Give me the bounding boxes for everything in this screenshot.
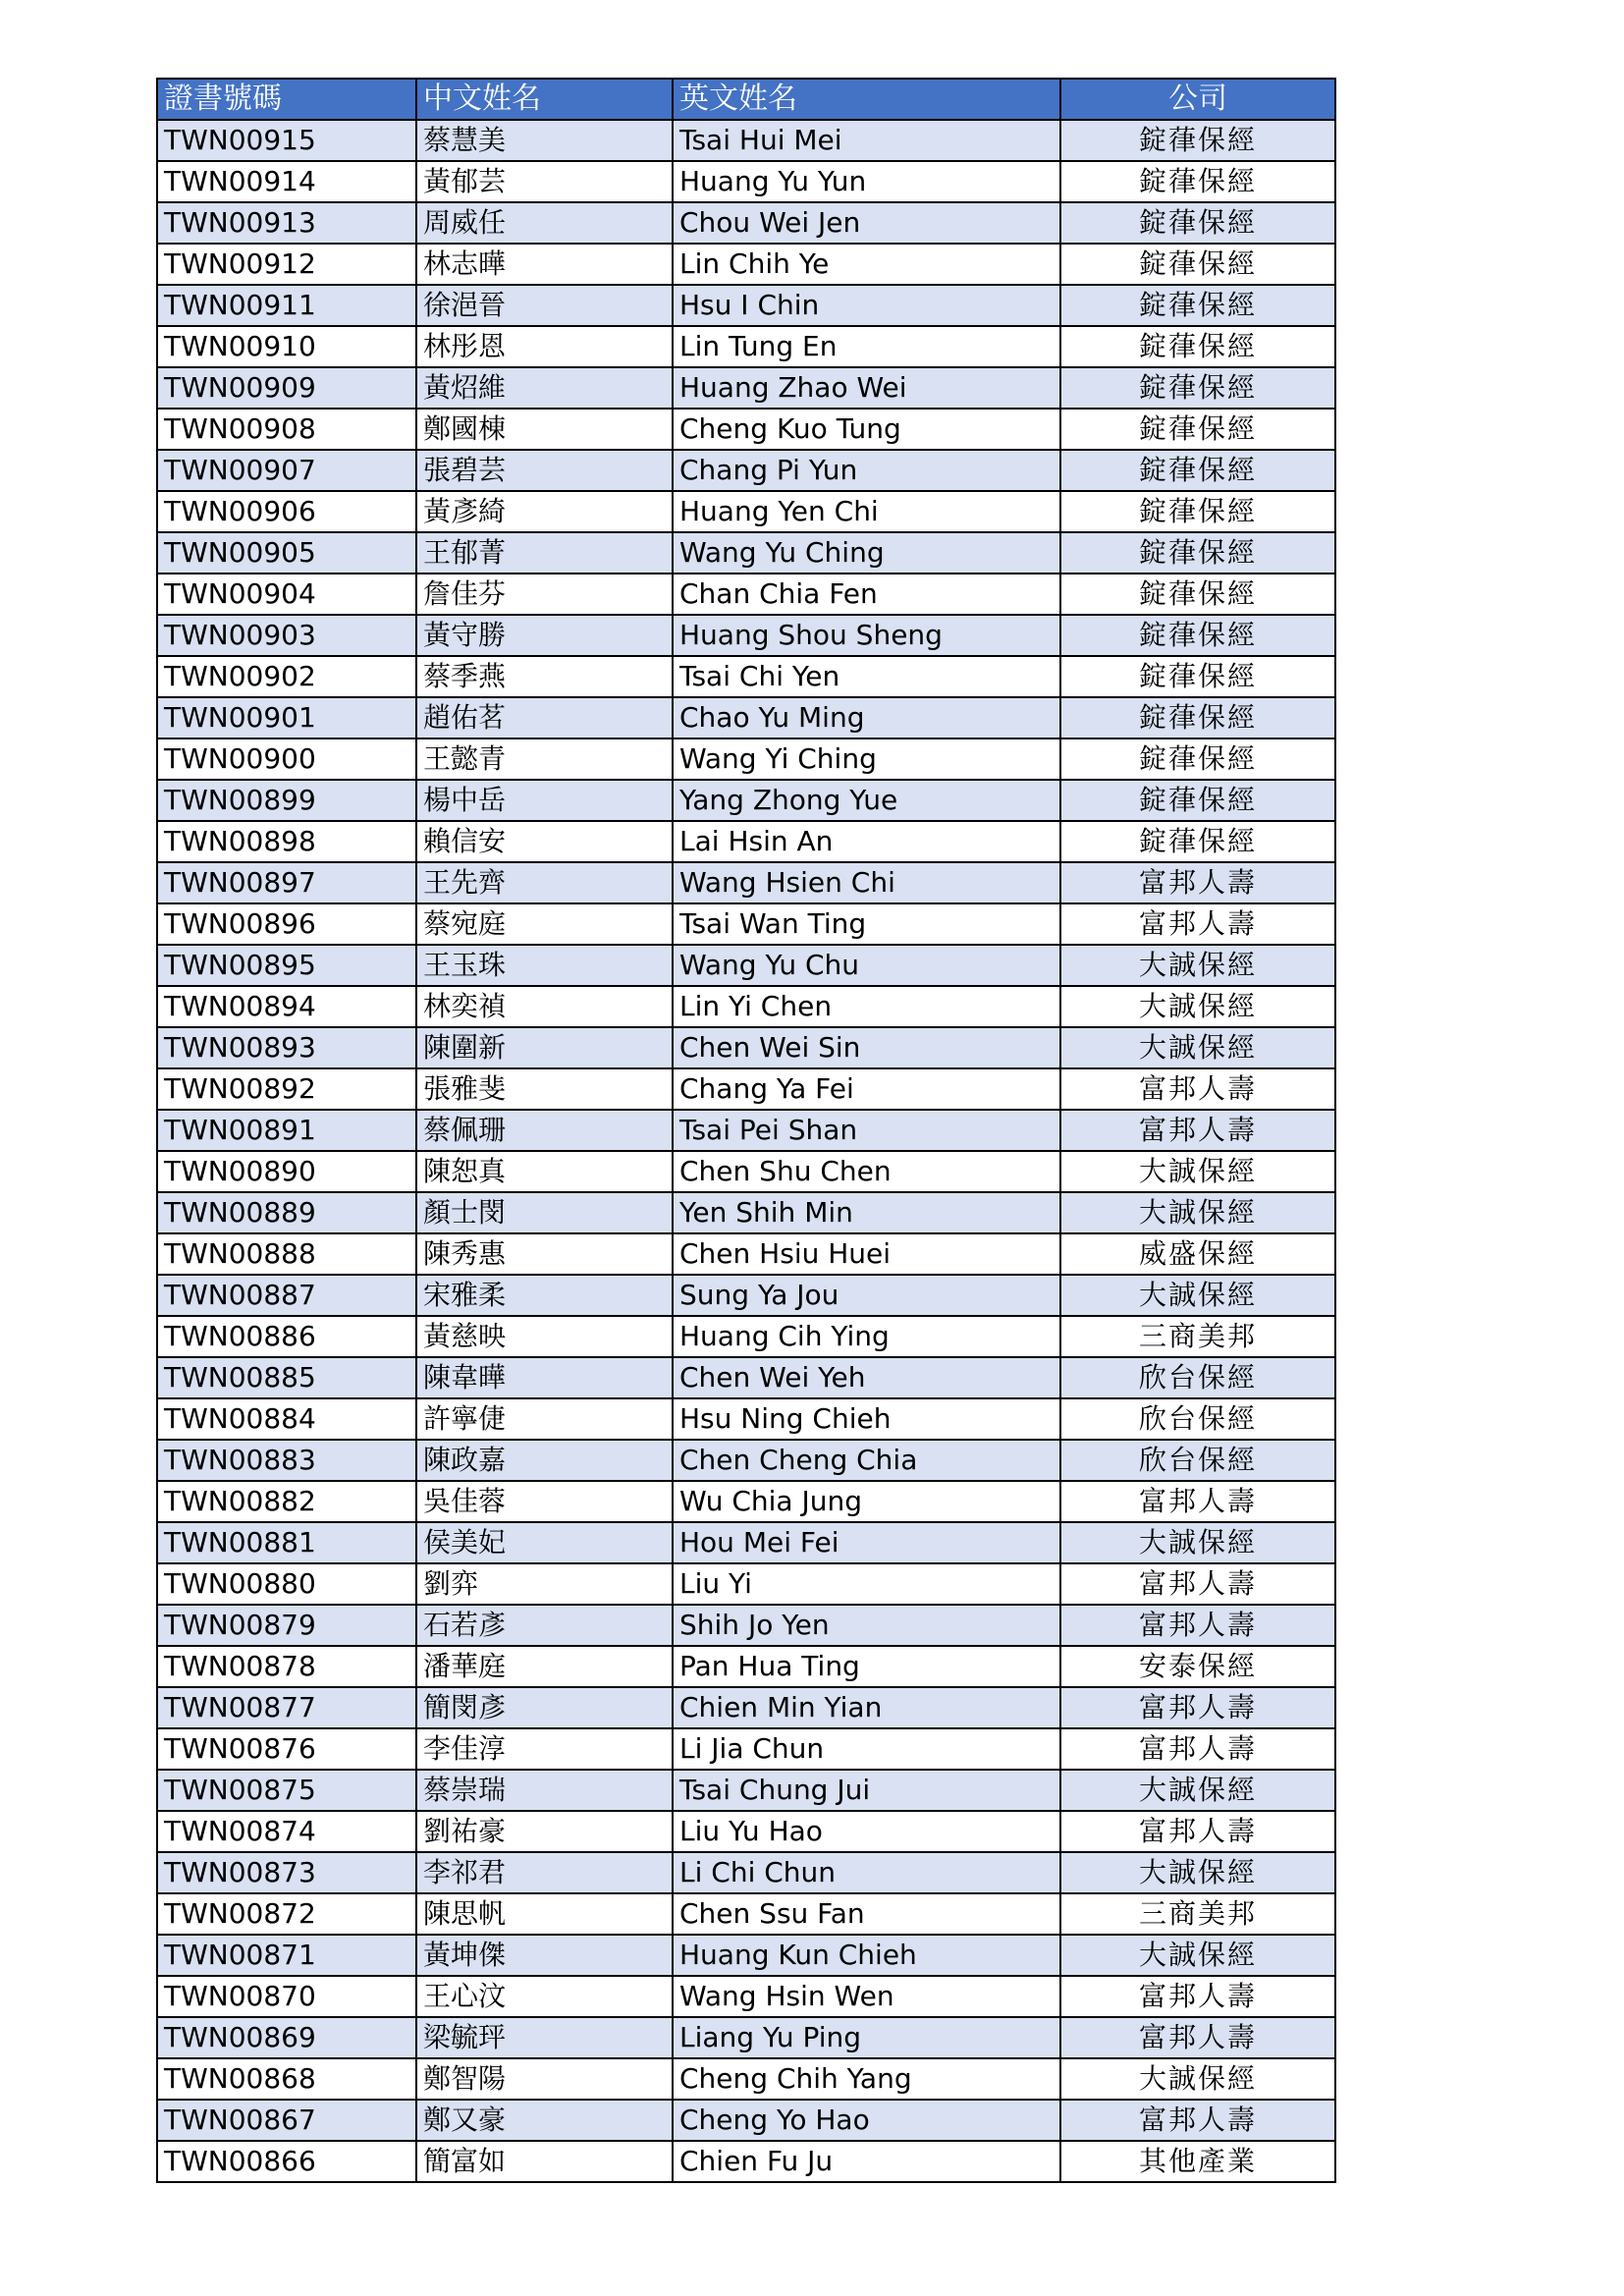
english-name-cell: Lin Yi Chen — [673, 986, 1060, 1027]
chinese-name-cell: 徐浥晉 — [416, 285, 673, 326]
table-row — [157, 1976, 1335, 2017]
chinese-name-cell: 王玉珠 — [416, 945, 673, 986]
certificate-number-cell: TWN00884 — [157, 1398, 416, 1440]
certificate-number-cell: TWN00893 — [157, 1027, 416, 1068]
chinese-name-cell: 鄭智陽 — [416, 2058, 673, 2100]
certificate-number-cell: TWN00868 — [157, 2058, 416, 2100]
company-cell: 富邦人壽 — [1060, 1110, 1335, 1151]
english-name-cell: Sung Ya Jou — [673, 1275, 1060, 1316]
table-row — [157, 1728, 1335, 1770]
chinese-name-cell: 趙佑茗 — [416, 697, 673, 738]
english-name-cell: Huang Kun Chieh — [673, 1935, 1060, 1976]
chinese-name-cell: 李佳淳 — [416, 1728, 673, 1770]
certificate-number-cell: TWN00899 — [157, 780, 416, 821]
company-cell: 錠葎保經 — [1060, 367, 1335, 409]
company-cell: 大誠保經 — [1060, 1151, 1335, 1192]
company-cell: 大誠保經 — [1060, 2058, 1335, 2100]
header-chinese-name: 中文姓名 — [416, 79, 673, 120]
company-cell: 錠葎保經 — [1060, 161, 1335, 202]
certificate-number-cell: TWN00880 — [157, 1563, 416, 1605]
certificate-number-cell: TWN00898 — [157, 821, 416, 862]
company-cell: 富邦人壽 — [1060, 862, 1335, 903]
table-row — [157, 1068, 1335, 1110]
chinese-name-cell: 陳圍新 — [416, 1027, 673, 1068]
company-cell: 錠葎保經 — [1060, 409, 1335, 450]
company-cell: 錠葎保經 — [1060, 821, 1335, 862]
chinese-name-cell: 蔡崇瑞 — [416, 1770, 673, 1811]
company-cell: 欣台保經 — [1060, 1440, 1335, 1481]
english-name-cell: Chen Shu Chen — [673, 1151, 1060, 1192]
table-row — [157, 656, 1335, 697]
certificate-number-cell: TWN00869 — [157, 2017, 416, 2058]
certificate-number-cell: TWN00874 — [157, 1811, 416, 1852]
certificate-number-cell: TWN00906 — [157, 491, 416, 532]
english-name-cell: Chen Wei Yeh — [673, 1357, 1060, 1398]
english-name-cell: Liu Yu Hao — [673, 1811, 1060, 1852]
certificate-number-cell: TWN00889 — [157, 1192, 416, 1233]
company-cell: 錠葎保經 — [1060, 780, 1335, 821]
certificate-number-cell: TWN00876 — [157, 1728, 416, 1770]
certificate-number-cell: TWN00866 — [157, 2141, 416, 2182]
table-row — [157, 2100, 1335, 2141]
certificate-number-cell: TWN00881 — [157, 1522, 416, 1563]
company-cell: 大誠保經 — [1060, 1770, 1335, 1811]
english-name-cell: Li Chi Chun — [673, 1852, 1060, 1893]
english-name-cell: Wang Yu Chu — [673, 945, 1060, 986]
company-cell: 欣台保經 — [1060, 1357, 1335, 1398]
chinese-name-cell: 顏士閔 — [416, 1192, 673, 1233]
company-cell: 大誠保經 — [1060, 945, 1335, 986]
header-company: 公司 — [1060, 79, 1335, 120]
english-name-cell: Cheng Yo Hao — [673, 2100, 1060, 2141]
certificate-number-cell: TWN00907 — [157, 450, 416, 491]
chinese-name-cell: 陳恕真 — [416, 1151, 673, 1192]
table-row — [157, 1811, 1335, 1852]
table-row — [157, 1151, 1335, 1192]
company-cell: 富邦人壽 — [1060, 2017, 1335, 2058]
company-cell: 錠葎保經 — [1060, 285, 1335, 326]
company-cell: 富邦人壽 — [1060, 903, 1335, 945]
chinese-name-cell: 周威任 — [416, 202, 673, 244]
company-cell: 大誠保經 — [1060, 1935, 1335, 1976]
english-name-cell: Lin Tung En — [673, 326, 1060, 367]
english-name-cell: Yang Zhong Yue — [673, 780, 1060, 821]
company-cell: 錠葎保經 — [1060, 574, 1335, 615]
chinese-name-cell: 林奕禎 — [416, 986, 673, 1027]
table-row — [157, 409, 1335, 450]
company-cell: 大誠保經 — [1060, 986, 1335, 1027]
chinese-name-cell: 詹佳芬 — [416, 574, 673, 615]
table-row — [157, 161, 1335, 202]
table-row — [157, 862, 1335, 903]
company-cell: 錠葎保經 — [1060, 697, 1335, 738]
table-row — [157, 1316, 1335, 1357]
english-name-cell: Lin Chih Ye — [673, 244, 1060, 285]
table-row — [157, 1687, 1335, 1728]
table-row — [157, 1852, 1335, 1893]
certificate-number-cell: TWN00915 — [157, 120, 416, 161]
certificate-number-cell: TWN00882 — [157, 1481, 416, 1522]
chinese-name-cell: 王先齊 — [416, 862, 673, 903]
english-name-cell: Chien Fu Ju — [673, 2141, 1060, 2182]
table-row — [157, 574, 1335, 615]
company-cell: 欣台保經 — [1060, 1398, 1335, 1440]
table-body — [157, 120, 1335, 2182]
table-row — [157, 285, 1335, 326]
table-row — [157, 1605, 1335, 1646]
chinese-name-cell: 蔡宛庭 — [416, 903, 673, 945]
certificate-number-cell: TWN00913 — [157, 202, 416, 244]
header-certificate-number: 證書號碼 — [157, 79, 416, 120]
certificate-number-cell: TWN00891 — [157, 1110, 416, 1151]
english-name-cell: Chien Min Yian — [673, 1687, 1060, 1728]
chinese-name-cell: 張雅斐 — [416, 1068, 673, 1110]
company-cell: 富邦人壽 — [1060, 1068, 1335, 1110]
chinese-name-cell: 蔡慧美 — [416, 120, 673, 161]
certificate-number-cell: TWN00886 — [157, 1316, 416, 1357]
chinese-name-cell: 陳思帆 — [416, 1893, 673, 1935]
english-name-cell: Chao Yu Ming — [673, 697, 1060, 738]
table-row — [157, 986, 1335, 1027]
certificate-number-cell: TWN00914 — [157, 161, 416, 202]
chinese-name-cell: 賴信安 — [416, 821, 673, 862]
english-name-cell: Lai Hsin An — [673, 821, 1060, 862]
english-name-cell: Huang Cih Ying — [673, 1316, 1060, 1357]
company-cell: 錠葎保經 — [1060, 326, 1335, 367]
chinese-name-cell: 黃坤傑 — [416, 1935, 673, 1976]
certificate-number-cell: TWN00910 — [157, 326, 416, 367]
company-cell: 富邦人壽 — [1060, 2100, 1335, 2141]
table-row — [157, 738, 1335, 780]
chinese-name-cell: 宋雅柔 — [416, 1275, 673, 1316]
table-row — [157, 532, 1335, 574]
table-row — [157, 1027, 1335, 1068]
certificate-number-cell: TWN00873 — [157, 1852, 416, 1893]
certificate-number-cell: TWN00887 — [157, 1275, 416, 1316]
chinese-name-cell: 林志曄 — [416, 244, 673, 285]
table-row — [157, 2141, 1335, 2182]
header-english-name: 英文姓名 — [673, 79, 1060, 120]
chinese-name-cell: 侯美妃 — [416, 1522, 673, 1563]
company-cell: 大誠保經 — [1060, 1192, 1335, 1233]
english-name-cell: Liang Yu Ping — [673, 2017, 1060, 2058]
table-row — [157, 1563, 1335, 1605]
english-name-cell: Tsai Hui Mei — [673, 120, 1060, 161]
chinese-name-cell: 林彤恩 — [416, 326, 673, 367]
company-cell: 其他產業 — [1060, 2141, 1335, 2182]
certificate-table-container — [156, 78, 1334, 2183]
chinese-name-cell: 黃慈映 — [416, 1316, 673, 1357]
certificate-number-cell: TWN00872 — [157, 1893, 416, 1935]
certificate-number-cell: TWN00867 — [157, 2100, 416, 2141]
certificate-number-cell: TWN00870 — [157, 1976, 416, 2017]
english-name-cell: Chan Chia Fen — [673, 574, 1060, 615]
english-name-cell: Shih Jo Yen — [673, 1605, 1060, 1646]
chinese-name-cell: 蔡佩珊 — [416, 1110, 673, 1151]
english-name-cell: Tsai Wan Ting — [673, 903, 1060, 945]
certificate-number-cell: TWN00888 — [157, 1233, 416, 1275]
table-row — [157, 821, 1335, 862]
chinese-name-cell: 陳韋曄 — [416, 1357, 673, 1398]
english-name-cell: Huang Yu Yun — [673, 161, 1060, 202]
table-row — [157, 1893, 1335, 1935]
certificate-number-cell: TWN00878 — [157, 1646, 416, 1687]
english-name-cell: Chen Hsiu Huei — [673, 1233, 1060, 1275]
english-name-cell: Chou Wei Jen — [673, 202, 1060, 244]
company-cell: 錠葎保經 — [1060, 615, 1335, 656]
english-name-cell: Liu Yi — [673, 1563, 1060, 1605]
table-row — [157, 120, 1335, 161]
table-row — [157, 2058, 1335, 2100]
company-cell: 大誠保經 — [1060, 1522, 1335, 1563]
company-cell: 三商美邦 — [1060, 1316, 1335, 1357]
english-name-cell: Pan Hua Ting — [673, 1646, 1060, 1687]
table-row — [157, 326, 1335, 367]
english-name-cell: Chen Wei Sin — [673, 1027, 1060, 1068]
table-row — [157, 1935, 1335, 1976]
company-cell: 三商美邦 — [1060, 1893, 1335, 1935]
chinese-name-cell: 吳佳蓉 — [416, 1481, 673, 1522]
chinese-name-cell: 黃郁芸 — [416, 161, 673, 202]
english-name-cell: Wu Chia Jung — [673, 1481, 1060, 1522]
english-name-cell: Wang Yi Ching — [673, 738, 1060, 780]
chinese-name-cell: 陳秀惠 — [416, 1233, 673, 1275]
chinese-name-cell: 梁毓玶 — [416, 2017, 673, 2058]
certificate-table — [156, 78, 1336, 2183]
table-row — [157, 1233, 1335, 1275]
table-row — [157, 780, 1335, 821]
chinese-name-cell: 石若彥 — [416, 1605, 673, 1646]
certificate-number-cell: TWN00911 — [157, 285, 416, 326]
table-row — [157, 450, 1335, 491]
company-cell: 大誠保經 — [1060, 1027, 1335, 1068]
company-cell: 錠葎保經 — [1060, 120, 1335, 161]
table-row — [157, 903, 1335, 945]
company-cell: 大誠保經 — [1060, 1275, 1335, 1316]
company-cell: 錠葎保經 — [1060, 532, 1335, 574]
english-name-cell: Chen Ssu Fan — [673, 1893, 1060, 1935]
certificate-number-cell: TWN00909 — [157, 367, 416, 409]
company-cell: 富邦人壽 — [1060, 1976, 1335, 2017]
company-cell: 大誠保經 — [1060, 1852, 1335, 1893]
chinese-name-cell: 黃彥綺 — [416, 491, 673, 532]
table-row — [157, 1440, 1335, 1481]
certificate-number-cell: TWN00879 — [157, 1605, 416, 1646]
company-cell: 安泰保經 — [1060, 1646, 1335, 1687]
company-cell: 錠葎保經 — [1060, 738, 1335, 780]
table-row — [157, 1398, 1335, 1440]
certificate-number-cell: TWN00875 — [157, 1770, 416, 1811]
table-row — [157, 367, 1335, 409]
chinese-name-cell: 楊中岳 — [416, 780, 673, 821]
table-row — [157, 1481, 1335, 1522]
company-cell: 富邦人壽 — [1060, 1563, 1335, 1605]
chinese-name-cell: 鄭國棟 — [416, 409, 673, 450]
company-cell: 錠葎保經 — [1060, 244, 1335, 285]
table-header-row — [157, 79, 1335, 120]
certificate-number-cell: TWN00901 — [157, 697, 416, 738]
certificate-number-cell: TWN00895 — [157, 945, 416, 986]
chinese-name-cell: 黃炤維 — [416, 367, 673, 409]
english-name-cell: Li Jia Chun — [673, 1728, 1060, 1770]
company-cell: 富邦人壽 — [1060, 1811, 1335, 1852]
certificate-number-cell: TWN00896 — [157, 903, 416, 945]
english-name-cell: Wang Yu Ching — [673, 532, 1060, 574]
certificate-number-cell: TWN00900 — [157, 738, 416, 780]
table-row — [157, 945, 1335, 986]
certificate-number-cell: TWN00885 — [157, 1357, 416, 1398]
chinese-name-cell: 許寧倢 — [416, 1398, 673, 1440]
table-row — [157, 491, 1335, 532]
english-name-cell: Tsai Chung Jui — [673, 1770, 1060, 1811]
english-name-cell: Cheng Kuo Tung — [673, 409, 1060, 450]
chinese-name-cell: 陳政嘉 — [416, 1440, 673, 1481]
english-name-cell: Chen Cheng Chia — [673, 1440, 1060, 1481]
company-cell: 錠葎保經 — [1060, 491, 1335, 532]
chinese-name-cell: 潘華庭 — [416, 1646, 673, 1687]
certificate-number-cell: TWN00892 — [157, 1068, 416, 1110]
company-cell: 威盛保經 — [1060, 1233, 1335, 1275]
english-name-cell: Yen Shih Min — [673, 1192, 1060, 1233]
english-name-cell: Wang Hsien Chi — [673, 862, 1060, 903]
english-name-cell: Tsai Pei Shan — [673, 1110, 1060, 1151]
chinese-name-cell: 王懿青 — [416, 738, 673, 780]
table-row — [157, 1275, 1335, 1316]
table-row — [157, 615, 1335, 656]
certificate-number-cell: TWN00912 — [157, 244, 416, 285]
english-name-cell: Hsu Ning Chieh — [673, 1398, 1060, 1440]
english-name-cell: Huang Zhao Wei — [673, 367, 1060, 409]
certificate-number-cell: TWN00871 — [157, 1935, 416, 1976]
table-row — [157, 2017, 1335, 2058]
chinese-name-cell: 李祁君 — [416, 1852, 673, 1893]
table-row — [157, 202, 1335, 244]
certificate-number-cell: TWN00908 — [157, 409, 416, 450]
chinese-name-cell: 黃守勝 — [416, 615, 673, 656]
certificate-number-cell: TWN00903 — [157, 615, 416, 656]
english-name-cell: Chang Ya Fei — [673, 1068, 1060, 1110]
english-name-cell: Wang Hsin Wen — [673, 1976, 1060, 2017]
company-cell: 錠葎保經 — [1060, 202, 1335, 244]
chinese-name-cell: 簡富如 — [416, 2141, 673, 2182]
english-name-cell: Huang Shou Sheng — [673, 615, 1060, 656]
english-name-cell: Chang Pi Yun — [673, 450, 1060, 491]
chinese-name-cell: 鄭又豪 — [416, 2100, 673, 2141]
table-row — [157, 697, 1335, 738]
english-name-cell: Tsai Chi Yen — [673, 656, 1060, 697]
chinese-name-cell: 劉弈 — [416, 1563, 673, 1605]
table-row — [157, 244, 1335, 285]
chinese-name-cell: 王郁菁 — [416, 532, 673, 574]
company-cell: 富邦人壽 — [1060, 1481, 1335, 1522]
certificate-number-cell: TWN00877 — [157, 1687, 416, 1728]
chinese-name-cell: 張碧芸 — [416, 450, 673, 491]
table-row — [157, 1192, 1335, 1233]
table-row — [157, 1357, 1335, 1398]
company-cell: 錠葎保經 — [1060, 450, 1335, 491]
english-name-cell: Hsu I Chin — [673, 285, 1060, 326]
chinese-name-cell: 蔡季燕 — [416, 656, 673, 697]
table-row — [157, 1110, 1335, 1151]
company-cell: 錠葎保經 — [1060, 656, 1335, 697]
certificate-number-cell: TWN00904 — [157, 574, 416, 615]
company-cell: 富邦人壽 — [1060, 1687, 1335, 1728]
certificate-number-cell: TWN00894 — [157, 986, 416, 1027]
certificate-number-cell: TWN00890 — [157, 1151, 416, 1192]
english-name-cell: Hou Mei Fei — [673, 1522, 1060, 1563]
table-row — [157, 1770, 1335, 1811]
certificate-number-cell: TWN00902 — [157, 656, 416, 697]
english-name-cell: Huang Yen Chi — [673, 491, 1060, 532]
english-name-cell: Cheng Chih Yang — [673, 2058, 1060, 2100]
certificate-number-cell: TWN00897 — [157, 862, 416, 903]
chinese-name-cell: 劉祐豪 — [416, 1811, 673, 1852]
company-cell: 富邦人壽 — [1060, 1605, 1335, 1646]
chinese-name-cell: 王心汶 — [416, 1976, 673, 2017]
certificate-number-cell: TWN00905 — [157, 532, 416, 574]
certificate-number-cell: TWN00883 — [157, 1440, 416, 1481]
table-row — [157, 1522, 1335, 1563]
table-row — [157, 1646, 1335, 1687]
company-cell: 富邦人壽 — [1060, 1728, 1335, 1770]
chinese-name-cell: 簡閔彥 — [416, 1687, 673, 1728]
